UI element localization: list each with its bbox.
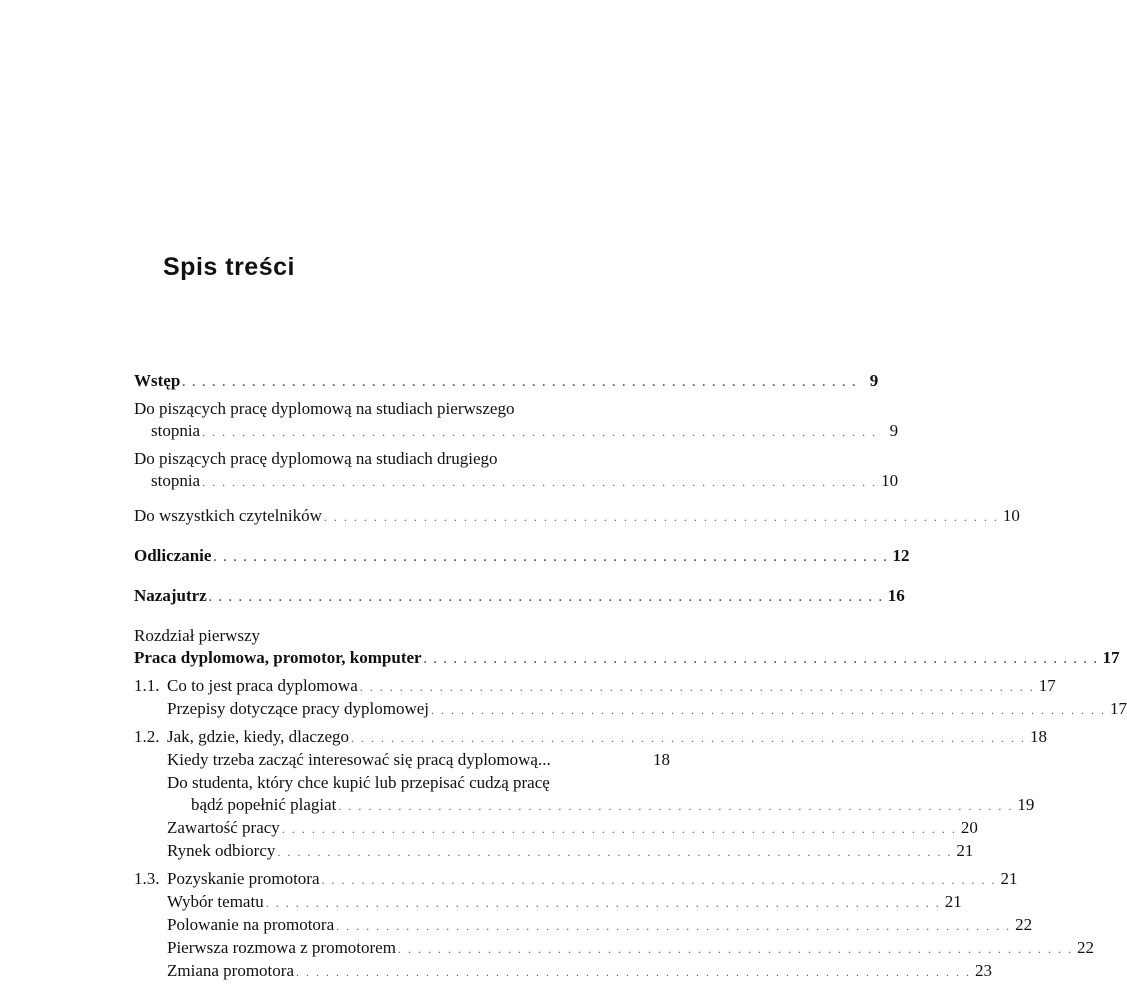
toc-label: Jak, gdzie, kiedy, dlaczego bbox=[167, 727, 350, 746]
toc-entry-1-2[interactable] bbox=[134, 726, 1048, 749]
toc-entry-odliczanie[interactable] bbox=[134, 545, 910, 568]
toc-entry-wstep[interactable] bbox=[134, 370, 879, 393]
toc-entry-1-3-b[interactable] bbox=[134, 914, 1033, 937]
toc-label: Przepisy dotyczące pracy dyplomowej bbox=[167, 699, 429, 718]
section-number: 1.2. bbox=[134, 727, 160, 746]
dot-leader: . . . . . . . . . . . . . . . . . . . . . . . . . . . . . . . . . . . . . . . . . . . . . . . . . . . . . . . . . . . . . . . . . . . . bbox=[281, 822, 957, 836]
toc-label-wrap bbox=[134, 726, 349, 748]
toc-entry-drugiego-line2[interactable] bbox=[134, 470, 899, 493]
toc-label: Pierwsza rozmowa z promotorem bbox=[167, 938, 396, 957]
toc-label: bądź popełnić plagiat bbox=[191, 795, 337, 814]
toc-entry-1-2-d[interactable] bbox=[134, 840, 974, 863]
toc-page-number: 22 bbox=[1076, 938, 1094, 957]
toc-label: Zmiana promotora bbox=[167, 961, 294, 980]
toc-page-number: 22 bbox=[1015, 915, 1033, 934]
toc-entry-nazajutrz[interactable] bbox=[134, 585, 905, 608]
toc-label: stopnia bbox=[151, 421, 201, 440]
dot-leader: . . . . . . . . . . . . . . . . . . . . . . . . . . . . . . . . . . . . . . . . . . . . . . . . . . . . . . . . . . . . . . . . . . . . bbox=[321, 873, 997, 887]
toc-entry-1-2-b-line1[interactable]: Do studenta, który chce kupić lub przepisać cudzą pracę bbox=[167, 773, 550, 792]
toc-label: Praca dyplomowa, promotor, komputer bbox=[134, 648, 422, 667]
dot-leader: . . . . . . . . . . . . . . . . . . . . . . . . . . . . . . . . . . . . . . . . . . . . . . . . . . . . . . . . . . . . . . . . . . . . bbox=[277, 845, 953, 859]
toc-entry-1-2-a[interactable] bbox=[134, 749, 670, 772]
toc-label-wrap bbox=[134, 868, 320, 890]
toc-page-number: 17 bbox=[1110, 699, 1127, 718]
toc-label-wrap bbox=[134, 675, 358, 697]
toc-entry-1-1-a[interactable] bbox=[134, 698, 1127, 721]
dot-leader: . . . . . . . . . . . . . . . . . . . . . . . . . . . . . . . . . . . . . . . . . . . . . . . . . . . . . . . . . . . . . . . . . . . . bbox=[208, 590, 884, 604]
toc-label: Odliczanie bbox=[134, 546, 212, 565]
toc-entry-1-1[interactable] bbox=[134, 675, 1056, 698]
toc-page-number: 17 bbox=[1038, 676, 1056, 695]
toc-page-number: 21 bbox=[956, 841, 974, 860]
toc-entry-1-3-c[interactable] bbox=[134, 937, 1094, 960]
toc-entry-1-3-a[interactable] bbox=[134, 891, 962, 914]
toc-label: Kiedy trzeba zacząć interesować się pracą dyplomową... bbox=[167, 750, 551, 769]
dot-leader: . . . . . . . . . . . . . . . . . . . . . . . . . . . . . . . . . . . . . . . . . . . . . . . . . . . . . . . . . . . . . . . . . . . . bbox=[351, 731, 1027, 745]
toc-label: Polowanie na promotora bbox=[167, 915, 335, 934]
toc-label: Zawartość pracy bbox=[167, 818, 280, 837]
dot-leader: . . . . . . . . . . . . . . . . . . . . . . . . . . . . . . . . . . . . . . . . . . . . . . . . . . . . . . . . . . . . . . . . . . . . bbox=[202, 425, 878, 439]
dot-leader: . . . . . . . . . . . . . . . . . . . . . . . . . . . . . . . . . . . . . . . . . . . . . . . . . . . . . . . . . . . . . . . . . . . . bbox=[202, 475, 878, 489]
toc-entry-wszystkich[interactable] bbox=[134, 505, 1020, 528]
dot-leader: . . . . . . . . . . . . . . . . . . . . . . . . . . . . . . . . . . . . . . . . . . . . . . . . . . . . . . . . . . . . . . . . . . . . bbox=[423, 652, 1099, 666]
toc-page-number: 9 bbox=[889, 421, 899, 440]
toc-page-number: 16 bbox=[887, 586, 905, 605]
toc-entry-1-3[interactable] bbox=[134, 868, 1018, 891]
dot-leader: . . . . . . . . . . . . . . . . . . . . . . . . . . . . . . . . . . . . . . . . . . . . . . . . . . . . . . . . . . . . . . . . . . . . bbox=[336, 919, 1012, 933]
toc-page-number: 9 bbox=[869, 371, 879, 390]
toc-label: stopnia bbox=[151, 471, 201, 490]
section-number: 1.1. bbox=[134, 676, 160, 695]
toc-entry-pierwszego-line1[interactable]: Do piszących pracę dyplomową na studiach pierwszego bbox=[134, 399, 515, 418]
toc-page-number: 10 bbox=[881, 471, 899, 490]
toc-entry-1-3-d[interactable] bbox=[134, 960, 992, 983]
page-title: Spis treści bbox=[163, 253, 295, 281]
toc-page-number: 12 bbox=[892, 546, 910, 565]
toc-label: Rynek odbiorcy bbox=[167, 841, 276, 860]
toc-page-number: 18 bbox=[653, 750, 670, 769]
toc-label: Wstęp bbox=[134, 371, 181, 390]
table-of-contents bbox=[134, 370, 1127, 983]
toc-label: Co to jest praca dyplomowa bbox=[167, 676, 358, 695]
dot-leader: . . . . . . . . . . . . . . . . . . . . . . . . . . . . . . . . . . . . . . . . . . . . . . . . . . . . . . . . . . . . . . . . . . . . bbox=[182, 375, 858, 389]
toc-label: Do wszystkich czytelników bbox=[134, 506, 322, 525]
dot-leader: . . . . . . . . . . . . . . . . . . . . . . . . . . . . . . . . . . . . . . . . . . . . . . . . . . . . . . . . . . . . . . . . . . . . bbox=[296, 965, 971, 979]
toc-page-number: 19 bbox=[1017, 795, 1035, 814]
toc-entry-chapter-1[interactable] bbox=[134, 647, 1120, 670]
toc-page-number: 20 bbox=[960, 818, 978, 837]
toc-entry-1-2-b-line2[interactable] bbox=[134, 794, 1035, 817]
toc-page-number: 21 bbox=[1000, 869, 1018, 888]
toc-page-number: 21 bbox=[944, 892, 962, 911]
dot-leader: . . . . . . . . . . . . . . . . . . . . . . . . . . . . . . . . . . . . . . . . . . . . . . . . . . . . . . . . . . . . . . . . . . . . bbox=[359, 680, 1035, 694]
toc-label: Wybór tematu bbox=[167, 892, 264, 911]
toc-entry-drugiego-line1[interactable]: Do piszących pracę dyplomową na studiach drugiego bbox=[134, 449, 498, 468]
chapter-label: Rozdział pierwszy bbox=[134, 626, 261, 645]
dot-leader: . . . . . . . . . . . . . . . . . . . . . . . . . . . . . . . . . . . . . . . . . . . . . . . . . . . . . . . . . . . . . . . . . . . . bbox=[265, 896, 941, 910]
dot-leader: . . . . . . . . . . . . . . . . . . . . . . . . . . . . . . . . . . . . . . . . . . . . . . . . . . . . . . . . . . . . . . . . . . . . bbox=[213, 550, 889, 564]
toc-page-number: 10 bbox=[1002, 506, 1020, 525]
dot-leader: . . . . . . . . . . . . . . . . . . . . . . . . . . . . . . . . . . . . . . . . . . . . . . . . . . . . . . . . . . . . . . . . . . . . bbox=[397, 942, 1073, 956]
dot-leader: . . . . . . . . . . . . . . . . . . . . . . . . . . . . . . . . . . . . . . . . . . . . . . . . . . . . . . . . . . . . . . . . . . . . bbox=[323, 510, 999, 524]
toc-entry-pierwszego-line2[interactable] bbox=[134, 420, 899, 443]
dot-leader: . . . . . . . . . . . . . . . . . . . . . . . . . . . . . . . . . . . . . . . . . . . . . . . . . . . . . . . . . . . . . . . . . . . . bbox=[431, 703, 1106, 717]
toc-page-number: 23 bbox=[975, 961, 992, 980]
dot-leader: . . . . . . . . . . . . . . . . . . . . . . . . . . . . . . . . . . . . . . . . . . . . . . . . . . . . . . . . . . . . . . . . . . . . bbox=[338, 799, 1014, 813]
toc-page-number: 17 bbox=[1102, 648, 1120, 667]
toc-page-number: 18 bbox=[1030, 727, 1048, 746]
toc-entry-1-2-c[interactable] bbox=[134, 817, 978, 840]
toc-label: Nazajutrz bbox=[134, 586, 207, 605]
toc-label: Pozyskanie promotora bbox=[167, 869, 320, 888]
section-number: 1.3. bbox=[134, 869, 160, 888]
